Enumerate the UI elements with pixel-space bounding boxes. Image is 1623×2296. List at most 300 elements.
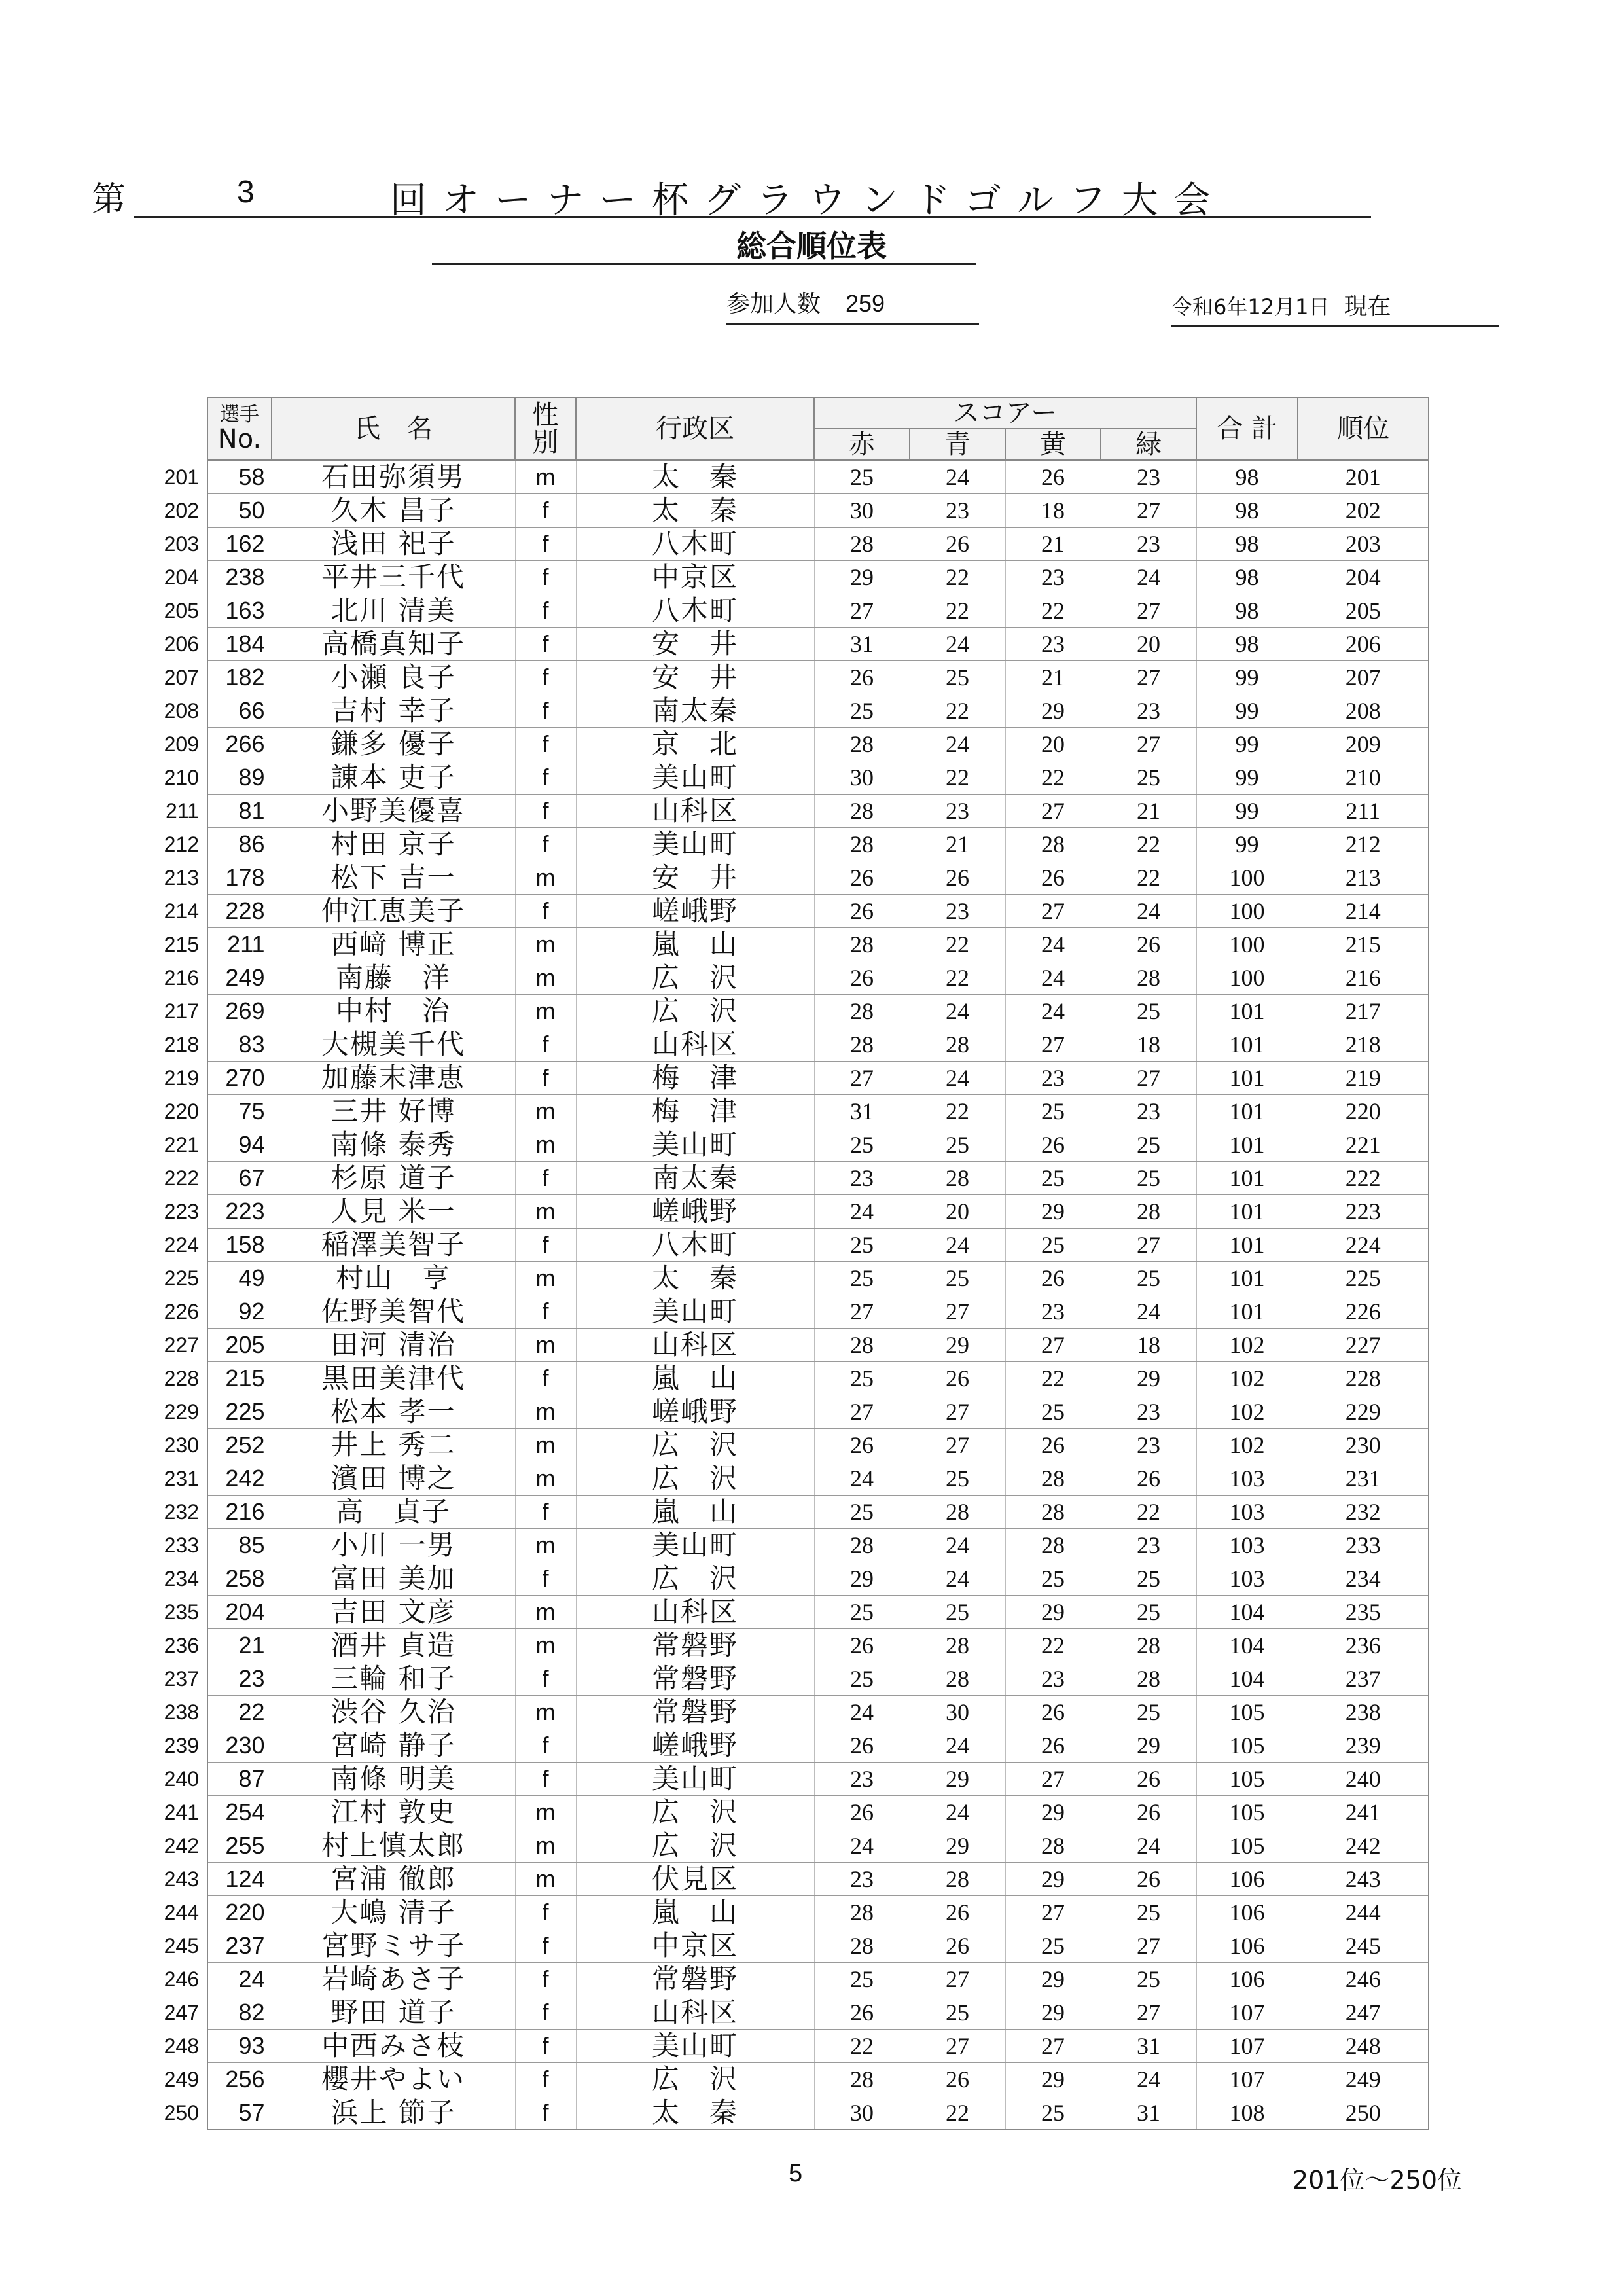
player-sex: m	[515, 1262, 576, 1295]
score-yellow: 29	[1005, 1596, 1101, 1629]
score-red: 25	[814, 1662, 910, 1696]
player-rank: 203	[1298, 528, 1429, 561]
player-name: 人見 米一	[272, 1195, 515, 1229]
score-yellow: 22	[1005, 761, 1101, 795]
player-ward: 広 沢	[576, 1829, 814, 1863]
score-red: 26	[814, 961, 910, 995]
player-rank: 207	[1298, 661, 1429, 694]
row-index: 208	[164, 699, 199, 723]
table-row	[160, 594, 1429, 628]
score-total: 101	[1196, 1295, 1298, 1329]
score-red: 25	[814, 1496, 910, 1529]
header-total: 合 計	[1196, 397, 1298, 460]
player-rank: 213	[1298, 861, 1429, 895]
row-index: 246	[164, 1967, 199, 1991]
score-yellow: 23	[1005, 1295, 1101, 1329]
table-row	[160, 761, 1429, 795]
player-rank: 214	[1298, 895, 1429, 928]
player-rank: 233	[1298, 1529, 1429, 1562]
player-rank: 244	[1298, 1896, 1429, 1929]
score-red: 25	[814, 1596, 910, 1629]
player-ward: 山科区	[576, 1596, 814, 1629]
table-row	[160, 1696, 1429, 1729]
player-sex: m	[515, 460, 576, 494]
player-ward: 八木町	[576, 1229, 814, 1262]
player-sex: m	[515, 1429, 576, 1462]
score-red: 30	[814, 761, 910, 795]
score-green: 29	[1101, 1362, 1196, 1395]
row-index: 244	[164, 1901, 199, 1924]
player-no: 178	[207, 861, 272, 895]
player-name: 高 貞子	[272, 1496, 515, 1529]
score-green: 26	[1101, 1796, 1196, 1829]
player-name: 鎌多 優子	[272, 728, 515, 761]
header-ward: 行政区	[576, 397, 814, 460]
player-ward: 美山町	[576, 1128, 814, 1162]
score-yellow: 25	[1005, 1229, 1101, 1262]
player-sex: f	[515, 1062, 576, 1095]
table-row	[160, 1095, 1429, 1128]
row-index: 212	[164, 833, 199, 856]
table-row	[160, 1496, 1429, 1529]
player-no: 22	[207, 1696, 272, 1729]
player-ward: 嵯峨野	[576, 1729, 814, 1763]
player-sex: m	[515, 1128, 576, 1162]
score-red: 28	[814, 528, 910, 561]
player-sex: m	[515, 928, 576, 961]
player-no: 81	[207, 795, 272, 828]
score-blue: 24	[910, 628, 1005, 661]
score-blue: 28	[910, 1629, 1005, 1662]
score-red: 23	[814, 1763, 910, 1796]
score-green: 25	[1101, 1162, 1196, 1195]
score-total: 99	[1196, 661, 1298, 694]
player-no: 238	[207, 561, 272, 594]
score-green: 18	[1101, 1329, 1196, 1362]
table-row	[160, 1062, 1429, 1095]
player-rank: 222	[1298, 1162, 1429, 1195]
player-no: 89	[207, 761, 272, 795]
player-name: 吉田 文彦	[272, 1596, 515, 1629]
score-blue: 30	[910, 1696, 1005, 1729]
score-green: 31	[1101, 2096, 1196, 2130]
player-rank: 216	[1298, 961, 1429, 995]
player-ward: 美山町	[576, 2030, 814, 2063]
player-name: 浜上 節子	[272, 2096, 515, 2130]
player-ward: 安 井	[576, 861, 814, 895]
score-yellow: 26	[1005, 460, 1101, 494]
row-index: 203	[164, 532, 199, 556]
participants-value: 259	[846, 290, 885, 317]
player-sex: f	[515, 1729, 576, 1763]
player-sex: f	[515, 1295, 576, 1329]
player-no: 228	[207, 895, 272, 928]
table-row	[160, 995, 1429, 1028]
score-yellow: 27	[1005, 1329, 1101, 1362]
player-sex: f	[515, 2096, 576, 2130]
player-sex: f	[515, 1028, 576, 1062]
table-row	[160, 1329, 1429, 1362]
page-number: 5	[789, 2160, 803, 2187]
score-yellow: 27	[1005, 1028, 1101, 1062]
player-rank: 230	[1298, 1429, 1429, 1462]
player-no: 85	[207, 1529, 272, 1562]
score-yellow: 28	[1005, 1496, 1101, 1529]
score-green: 26	[1101, 1863, 1196, 1896]
table-row	[160, 1929, 1429, 1963]
player-name: 濱田 博之	[272, 1462, 515, 1496]
player-ward: 嵯峨野	[576, 1395, 814, 1429]
player-name: 南條 明美	[272, 1763, 515, 1796]
score-blue: 22	[910, 594, 1005, 628]
row-index: 248	[164, 2034, 199, 2058]
score-green: 24	[1101, 895, 1196, 928]
table-row	[160, 828, 1429, 861]
player-no: 220	[207, 1896, 272, 1929]
header-player-no	[207, 397, 272, 460]
score-red: 28	[814, 828, 910, 861]
participant-count	[726, 285, 979, 325]
player-no: 184	[207, 628, 272, 661]
score-blue: 24	[910, 1562, 1005, 1596]
player-name: 南條 泰秀	[272, 1128, 515, 1162]
score-blue: 29	[910, 1829, 1005, 1863]
player-ward: 美山町	[576, 761, 814, 795]
row-index: 225	[164, 1266, 199, 1290]
player-rank: 208	[1298, 694, 1429, 728]
score-total: 104	[1196, 1629, 1298, 1662]
score-red: 24	[814, 1462, 910, 1496]
player-sex: m	[515, 995, 576, 1028]
score-total: 99	[1196, 828, 1298, 861]
player-sex: m	[515, 1863, 576, 1896]
score-yellow: 29	[1005, 2063, 1101, 2096]
player-sex: f	[515, 1362, 576, 1395]
score-green: 25	[1101, 1262, 1196, 1295]
row-index: 210	[164, 766, 199, 789]
player-no: 269	[207, 995, 272, 1028]
player-name: 浅田 祀子	[272, 528, 515, 561]
player-name: 大槻美千代	[272, 1028, 515, 1062]
row-index: 243	[164, 1867, 199, 1891]
score-green: 23	[1101, 694, 1196, 728]
score-yellow: 27	[1005, 2030, 1101, 2063]
player-sex: f	[515, 761, 576, 795]
row-index: 236	[164, 1634, 199, 1657]
row-index: 211	[165, 799, 199, 823]
player-rank: 220	[1298, 1095, 1429, 1128]
player-ward: 伏見区	[576, 1863, 814, 1896]
score-total: 99	[1196, 728, 1298, 761]
table-row	[160, 1362, 1429, 1395]
score-green: 20	[1101, 628, 1196, 661]
player-name: 渋谷 久治	[272, 1696, 515, 1729]
score-green: 23	[1101, 1429, 1196, 1462]
table-row	[160, 928, 1429, 961]
player-rank: 237	[1298, 1662, 1429, 1696]
score-red: 30	[814, 2096, 910, 2130]
player-rank: 236	[1298, 1629, 1429, 1662]
score-yellow: 28	[1005, 1462, 1101, 1496]
player-rank: 217	[1298, 995, 1429, 1028]
player-ward: 広 沢	[576, 2063, 814, 2096]
header-row-index	[160, 397, 207, 460]
score-yellow: 28	[1005, 1529, 1101, 1562]
player-no: 87	[207, 1763, 272, 1796]
table-body	[160, 460, 1429, 2130]
score-red: 24	[814, 1829, 910, 1863]
score-yellow: 27	[1005, 1896, 1101, 1929]
score-yellow: 20	[1005, 728, 1101, 761]
player-sex: f	[515, 494, 576, 528]
player-no: 93	[207, 2030, 272, 2063]
score-red: 24	[814, 1195, 910, 1229]
row-index: 217	[164, 999, 199, 1023]
score-green: 27	[1101, 1229, 1196, 1262]
score-green: 25	[1101, 761, 1196, 795]
player-rank: 210	[1298, 761, 1429, 795]
score-red: 30	[814, 494, 910, 528]
score-blue: 26	[910, 1362, 1005, 1395]
score-green: 28	[1101, 1195, 1196, 1229]
player-name: 三輪 和子	[272, 1662, 515, 1696]
score-total: 100	[1196, 928, 1298, 961]
player-no: 204	[207, 1596, 272, 1629]
player-name: 富田 美加	[272, 1562, 515, 1596]
score-green: 23	[1101, 1529, 1196, 1562]
row-index: 215	[164, 933, 199, 956]
player-no: 58	[207, 460, 272, 494]
player-rank: 248	[1298, 2030, 1429, 2063]
row-index: 219	[164, 1066, 199, 1090]
score-total: 102	[1196, 1362, 1298, 1395]
score-blue: 24	[910, 1729, 1005, 1763]
score-red: 27	[814, 1062, 910, 1095]
player-rank: 247	[1298, 1996, 1429, 2030]
table-row	[160, 1462, 1429, 1496]
header-blue: 青	[910, 429, 1005, 460]
header-sex	[515, 397, 576, 460]
player-ward: 嵐 山	[576, 1362, 814, 1395]
header-green: 緑	[1101, 429, 1196, 460]
score-yellow: 29	[1005, 1963, 1101, 1996]
score-total: 105	[1196, 1829, 1298, 1863]
player-rank: 202	[1298, 494, 1429, 528]
row-index: 235	[164, 1600, 199, 1624]
player-rank: 224	[1298, 1229, 1429, 1262]
player-rank: 206	[1298, 628, 1429, 661]
score-blue: 24	[910, 1062, 1005, 1095]
player-sex: f	[515, 795, 576, 828]
score-blue: 29	[910, 1329, 1005, 1362]
score-yellow: 29	[1005, 1195, 1101, 1229]
score-blue: 21	[910, 828, 1005, 861]
score-green: 22	[1101, 828, 1196, 861]
table-row	[160, 1996, 1429, 2030]
player-name: 松本 孝一	[272, 1395, 515, 1429]
player-no: 92	[207, 1295, 272, 1329]
table-row	[160, 1863, 1429, 1896]
player-name: 岩崎あさ子	[272, 1963, 515, 1996]
player-no: 242	[207, 1462, 272, 1496]
player-no: 252	[207, 1429, 272, 1462]
score-blue: 27	[910, 2030, 1005, 2063]
score-total: 107	[1196, 2030, 1298, 2063]
player-name: 高橋真知子	[272, 628, 515, 661]
table-row	[160, 861, 1429, 895]
score-blue: 22	[910, 928, 1005, 961]
score-total: 103	[1196, 1462, 1298, 1496]
score-green: 24	[1101, 1829, 1196, 1863]
player-no: 205	[207, 1329, 272, 1362]
row-index: 218	[164, 1033, 199, 1056]
header-player-no-top: 選手	[220, 403, 259, 427]
table-row	[160, 2096, 1429, 2130]
as-of-date	[1171, 288, 1499, 327]
score-green: 24	[1101, 1295, 1196, 1329]
score-green: 25	[1101, 1963, 1196, 1996]
table-row	[160, 528, 1429, 561]
score-green: 21	[1101, 795, 1196, 828]
score-total: 98	[1196, 528, 1298, 561]
score-green: 27	[1101, 1062, 1196, 1095]
score-green: 25	[1101, 1696, 1196, 1729]
score-total: 101	[1196, 995, 1298, 1028]
player-rank: 211	[1298, 795, 1429, 828]
player-ward: 安 井	[576, 628, 814, 661]
player-rank: 201	[1298, 460, 1429, 494]
score-green: 25	[1101, 1596, 1196, 1629]
row-index: 227	[164, 1333, 199, 1357]
score-yellow: 23	[1005, 1662, 1101, 1696]
score-green: 25	[1101, 995, 1196, 1028]
score-yellow: 25	[1005, 1395, 1101, 1429]
score-total: 98	[1196, 628, 1298, 661]
score-green: 23	[1101, 1395, 1196, 1429]
player-rank: 241	[1298, 1796, 1429, 1829]
player-name: 吉村 幸子	[272, 694, 515, 728]
player-rank: 228	[1298, 1362, 1429, 1395]
score-green: 27	[1101, 1929, 1196, 1963]
score-green: 31	[1101, 2030, 1196, 2063]
score-blue: 29	[910, 1763, 1005, 1796]
player-sex: f	[515, 1996, 576, 2030]
score-total: 100	[1196, 861, 1298, 895]
score-red: 28	[814, 1529, 910, 1562]
score-total: 101	[1196, 1229, 1298, 1262]
player-rank: 238	[1298, 1696, 1429, 1729]
score-blue: 26	[910, 1896, 1005, 1929]
table-row	[160, 1662, 1429, 1696]
score-red: 26	[814, 861, 910, 895]
player-sex: m	[515, 1629, 576, 1662]
player-no: 83	[207, 1028, 272, 1062]
score-red: 26	[814, 1429, 910, 1462]
player-no: 215	[207, 1362, 272, 1395]
player-no: 254	[207, 1796, 272, 1829]
player-ward: 美山町	[576, 1529, 814, 1562]
score-blue: 22	[910, 561, 1005, 594]
score-blue: 22	[910, 694, 1005, 728]
player-name: 佐野美智代	[272, 1295, 515, 1329]
row-index: 250	[164, 2101, 199, 2125]
player-sex: f	[515, 1896, 576, 1929]
row-index: 249	[164, 2068, 199, 2091]
player-name: 村田 京子	[272, 828, 515, 861]
player-name: 杉原 道子	[272, 1162, 515, 1195]
score-blue: 28	[910, 1028, 1005, 1062]
player-sex: f	[515, 2063, 576, 2096]
score-green: 24	[1101, 2063, 1196, 2096]
player-name: 小瀬 良子	[272, 661, 515, 694]
row-index: 214	[164, 899, 199, 923]
player-sex: f	[515, 561, 576, 594]
player-ward: 山科区	[576, 1028, 814, 1062]
table-row	[160, 961, 1429, 995]
header-name: 氏 名	[272, 397, 515, 460]
score-blue: 25	[910, 1996, 1005, 2030]
player-rank: 219	[1298, 1062, 1429, 1095]
player-name: 南藤 洋	[272, 961, 515, 995]
page-rank-range: 201位～250位	[1293, 2166, 1463, 2195]
table-row	[160, 1162, 1429, 1195]
player-ward: 八木町	[576, 528, 814, 561]
table-row	[160, 1028, 1429, 1062]
score-yellow: 25	[1005, 1162, 1101, 1195]
score-yellow: 23	[1005, 1062, 1101, 1095]
player-name: 諌本 吏子	[272, 761, 515, 795]
player-sex: f	[515, 1763, 576, 1796]
score-blue: 24	[910, 995, 1005, 1028]
row-index: 206	[164, 632, 199, 656]
player-ward: 安 井	[576, 661, 814, 694]
score-red: 25	[814, 1128, 910, 1162]
score-red: 26	[814, 895, 910, 928]
player-sex: f	[515, 1662, 576, 1696]
player-ward: 常磐野	[576, 1629, 814, 1662]
score-yellow: 29	[1005, 694, 1101, 728]
score-blue: 23	[910, 494, 1005, 528]
player-no: 23	[207, 1662, 272, 1696]
player-name: 江村 敦史	[272, 1796, 515, 1829]
player-rank: 250	[1298, 2096, 1429, 2130]
score-yellow: 26	[1005, 1262, 1101, 1295]
score-yellow: 23	[1005, 561, 1101, 594]
ranking-table	[160, 397, 1429, 2130]
table-row	[160, 1763, 1429, 1796]
table-row	[160, 460, 1429, 494]
player-rank: 209	[1298, 728, 1429, 761]
player-name: 黒田美津代	[272, 1362, 515, 1395]
player-rank: 243	[1298, 1863, 1429, 1896]
player-name: 稲澤美智子	[272, 1229, 515, 1262]
score-total: 99	[1196, 795, 1298, 828]
score-total: 104	[1196, 1662, 1298, 1696]
score-red: 26	[814, 1629, 910, 1662]
row-index: 247	[164, 2001, 199, 2024]
player-sex: m	[515, 1829, 576, 1863]
score-total: 99	[1196, 761, 1298, 795]
score-blue: 25	[910, 1596, 1005, 1629]
player-no: 216	[207, 1496, 272, 1529]
score-blue: 24	[910, 1229, 1005, 1262]
row-index: 233	[164, 1534, 199, 1557]
player-no: 163	[207, 594, 272, 628]
tournament-edition-number: 3	[237, 175, 255, 209]
score-blue: 28	[910, 1863, 1005, 1896]
score-total: 100	[1196, 895, 1298, 928]
score-red: 28	[814, 995, 910, 1028]
